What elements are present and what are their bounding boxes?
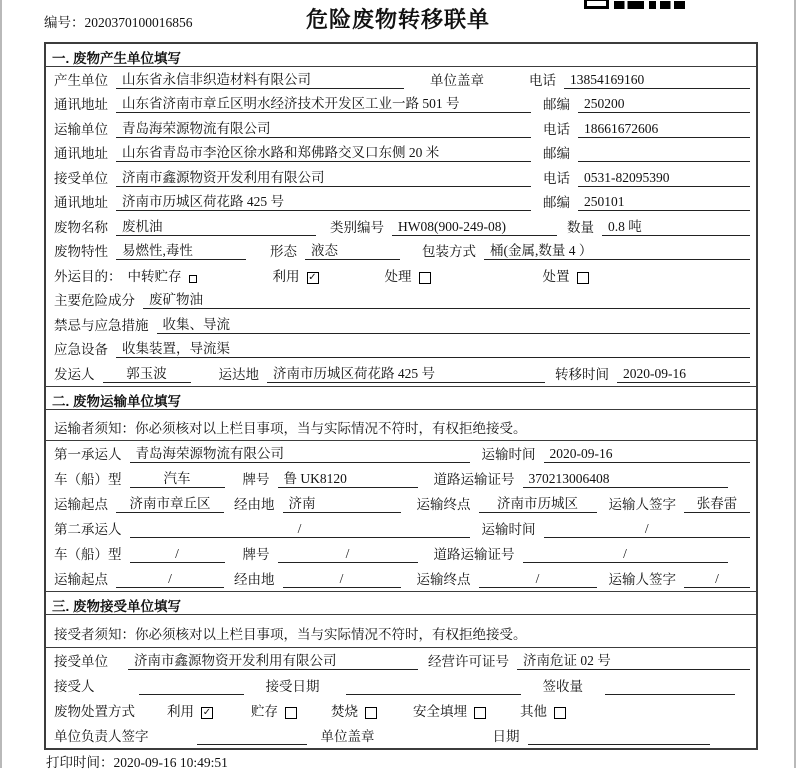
receive-date-label: 接受日期	[265, 678, 320, 694]
via-label: 经由地	[234, 571, 275, 587]
plate-2-value: /	[278, 546, 418, 563]
route-row-2	[46, 566, 756, 591]
packaging-label: 包装方式	[422, 244, 476, 259]
option-landfill-label: 安全填埋	[413, 703, 467, 719]
checkbox-utilize: ✓	[308, 271, 317, 283]
checkbox-utilize-2: ✓	[202, 706, 212, 718]
producer-address-value: 山东省济南市章丘区明水经济技术开发区工业一路 501 号	[116, 92, 531, 113]
consignor-label: 发运人	[54, 366, 95, 382]
unit-seal-label: 单位盖章	[320, 728, 375, 744]
road-permit-value: 370213006408	[523, 471, 728, 488]
destination-value: 济南市历城区荷花路 425 号	[267, 362, 545, 383]
receiver-postcode-value: 250101	[578, 194, 750, 211]
option-utilize-label: 利用	[167, 703, 194, 719]
terminus-label: 运输终点	[416, 496, 471, 512]
waste-property-label: 废物特性	[54, 244, 108, 259]
transfer-purpose-row	[46, 263, 756, 288]
clipped-seal-icon	[584, 0, 685, 9]
transfer-date-label: 转移时间	[555, 366, 609, 382]
first-carrier-value: 青岛海荣源物流有限公司	[130, 442, 470, 463]
carrier-signature-2-value: /	[684, 571, 750, 588]
origin-value: 济南市章丘区	[116, 492, 224, 513]
transporter-address-row	[46, 141, 756, 166]
option-other-label: 其他	[520, 703, 547, 719]
waste-property-row	[46, 239, 756, 264]
unit-seal-label: 单位盖章	[430, 72, 484, 88]
via-2-value: /	[283, 571, 401, 588]
page-title: 危险废物转移联单	[305, 7, 490, 32]
disposal-method-row	[46, 698, 756, 723]
unit-head-signature-value	[197, 729, 307, 745]
producer-phone-value: 13854169160	[564, 72, 750, 89]
receiver-person-label: 接受人	[54, 678, 95, 694]
phone-label: 电话	[543, 170, 570, 186]
transporter-phone-value: 18661672606	[578, 121, 750, 138]
receive-unit-value: 济南市鑫源物资开发利用有限公司	[128, 649, 418, 670]
checkbox-incinerate	[365, 707, 377, 719]
seal-fragment-icon	[584, 0, 609, 9]
checkbox-store	[285, 707, 297, 719]
emergency-measures-value: 收集、导流	[157, 313, 751, 334]
transporter-name-value: 青岛海荣源物流有限公司	[116, 117, 531, 138]
vehicle-type-label: 车（船）型	[54, 546, 122, 562]
second-carrier-row	[46, 516, 756, 541]
waste-name-row	[46, 214, 756, 239]
carrier-signature-value: 张春雷	[684, 492, 750, 513]
carrier-signature-label: 运输人签字	[608, 496, 676, 512]
transporter-label: 运输单位	[54, 121, 108, 137]
origin-label: 运输起点	[54, 496, 108, 512]
emergency-equipment-row	[46, 337, 756, 362]
waste-property-value: 易燃性,毒性	[116, 239, 246, 260]
producer-row	[46, 67, 756, 92]
vehicle-row-2	[46, 541, 756, 566]
receiver-notice: 接受者须知：你必须核对以上栏目事项，当与实际情况不符时，有权拒绝接受。	[46, 615, 756, 648]
postcode-label: 邮编	[543, 97, 570, 112]
destination-label: 运达地	[218, 366, 259, 382]
second-carrier-label: 第二承运人	[54, 521, 122, 537]
receiver-row	[46, 165, 756, 190]
serial-value: 2020370100016856	[84, 15, 193, 30]
vehicle-row-1	[46, 466, 756, 491]
transport-time-label: 运输时间	[481, 521, 536, 537]
phone-label: 电话	[529, 72, 556, 88]
road-permit-label: 道路运输证号	[433, 546, 515, 562]
road-permit-2-value: /	[523, 546, 728, 563]
plate-label: 牌号	[242, 471, 270, 487]
transfer-form-table	[44, 42, 758, 750]
print-time	[46, 751, 228, 771]
transporter-address-value: 山东省青岛市李沧区徐水路和郑佛路交叉口东侧 20 米	[116, 141, 531, 162]
emergency-equipment-value: 收集装置，导流渠	[116, 337, 750, 358]
option-treat-label: 处理	[384, 268, 412, 284]
option-dispose-label: 处置	[542, 268, 570, 284]
first-carrier-label: 第一承运人	[54, 446, 122, 462]
disposal-method-label: 废物处置方式	[54, 703, 135, 719]
transport-time-value: 2020-09-16	[544, 446, 751, 463]
transporter-notice: 运输者须知：你必须核对以上栏目事项，当与实际情况不符时，有权拒绝接受。	[46, 410, 756, 441]
receive-unit-row	[46, 648, 756, 673]
transfer-date-value: 2020-09-16	[617, 366, 750, 383]
second-carrier-value: /	[130, 521, 470, 538]
producer-name-value: 山东省永信非织造材料有限公司	[116, 68, 404, 89]
license-value: 济南危证 02 号	[517, 649, 750, 670]
date-value	[528, 729, 710, 745]
receiver-label: 接受单位	[54, 170, 108, 186]
via-label: 经由地	[234, 496, 275, 512]
phone-label: 电话	[543, 121, 570, 137]
option-transit-storage-label: 中转贮存	[127, 268, 182, 284]
receiver-address-value: 济南市历城区荷花路 425 号	[116, 190, 531, 211]
checkbox-other	[554, 707, 566, 719]
postcode-label: 邮编	[543, 195, 570, 210]
date-label: 日期	[492, 728, 520, 744]
origin-2-value: /	[116, 571, 224, 588]
plate-value: 鲁 UK8120	[278, 467, 418, 488]
section-2-header: 二. 废物运输单位填写	[46, 386, 756, 410]
transfer-purpose-label: 外运目的：	[54, 268, 122, 284]
origin-label: 运输起点	[54, 571, 108, 587]
seal-fragment-icon	[649, 1, 685, 9]
route-row-1	[46, 491, 756, 516]
checkbox-landfill	[474, 707, 486, 719]
address-label: 通讯地址	[54, 195, 108, 210]
serial-label: 编号：	[44, 15, 85, 30]
transporter-row	[46, 116, 756, 141]
receiver-name-value: 济南市鑫源物资开发利用有限公司	[116, 166, 531, 187]
emergency-measures-row	[46, 312, 756, 337]
hazard-component-row	[46, 288, 756, 313]
option-incinerate-label: 焚烧	[331, 703, 358, 719]
print-time-value: 2020-09-16 10:49:51	[113, 755, 228, 770]
print-time-label: 打印时间：	[46, 755, 114, 770]
vehicle-type-2-value: /	[130, 546, 225, 563]
receive-unit-label: 接受单位	[54, 653, 108, 669]
checkbox-transit-storage	[189, 275, 197, 283]
option-utilize-label: 利用	[272, 268, 300, 284]
vehicle-type-label: 车（船）型	[54, 471, 122, 487]
postcode-label: 邮编	[543, 146, 570, 161]
producer-postcode-value: 250200	[578, 96, 750, 113]
quantity-value: 0.8 吨	[602, 215, 750, 236]
transport-time-2-value: /	[544, 521, 751, 538]
consignor-value: 郭玉波	[103, 362, 191, 383]
waste-name-label: 废物名称	[54, 219, 108, 235]
section-1-header: 一. 废物产生单位填写	[46, 44, 756, 67]
receiver-address-row	[46, 190, 756, 215]
section-3-header: 三. 废物接受单位填写	[46, 591, 756, 615]
terminus-label: 运输终点	[416, 571, 471, 587]
waste-name-value: 废机油	[116, 215, 316, 236]
transporter-postcode-value	[578, 146, 750, 162]
address-label: 通讯地址	[54, 97, 108, 112]
category-code-value: HW08(900-249-08)	[392, 219, 557, 236]
checkbox-dispose	[577, 272, 589, 284]
plate-label: 牌号	[242, 546, 270, 562]
receiver-person-value	[139, 679, 244, 695]
signature-row	[46, 723, 756, 748]
option-store-label: 贮存	[251, 703, 278, 719]
receive-date-value	[346, 679, 521, 695]
vehicle-type-value: 汽车	[130, 467, 225, 488]
category-code-label: 类别编号	[330, 219, 384, 235]
emergency-equipment-label: 应急设备	[54, 342, 108, 357]
via-value: 济南	[283, 492, 401, 513]
form-state-label: 形态	[270, 244, 297, 259]
producer-address-row	[46, 92, 756, 117]
received-quantity-value	[605, 679, 735, 695]
unit-head-signature-label: 单位负责人签字	[54, 728, 149, 744]
receiver-person-row	[46, 673, 756, 698]
consignor-row	[46, 361, 756, 386]
producer-label: 产生单位	[54, 72, 108, 88]
seal-fragment-icon	[614, 1, 644, 9]
emergency-measures-label: 禁忌与应急措施	[54, 317, 149, 333]
checkbox-treat	[419, 272, 431, 284]
quantity-label: 数量	[567, 219, 594, 235]
received-quantity-label: 签收量	[542, 678, 583, 694]
terminus-value: 济南市历城区	[479, 492, 597, 513]
hazard-component-label: 主要危险成分	[54, 293, 135, 308]
road-permit-label: 道路运输证号	[433, 471, 515, 487]
receiver-phone-value: 0531-82095390	[578, 170, 750, 187]
terminus-2-value: /	[479, 571, 597, 588]
license-label: 经营许可证号	[428, 653, 509, 669]
form-state-value: 液态	[305, 239, 400, 260]
transport-time-label: 运输时间	[481, 446, 536, 462]
carrier-signature-label: 运输人签字	[608, 571, 676, 587]
packaging-value: 桶(金属,数量 4 ）	[484, 239, 750, 260]
address-label: 通讯地址	[54, 146, 108, 161]
hazard-component-value: 废矿物油	[143, 288, 750, 309]
first-carrier-row	[46, 441, 756, 466]
